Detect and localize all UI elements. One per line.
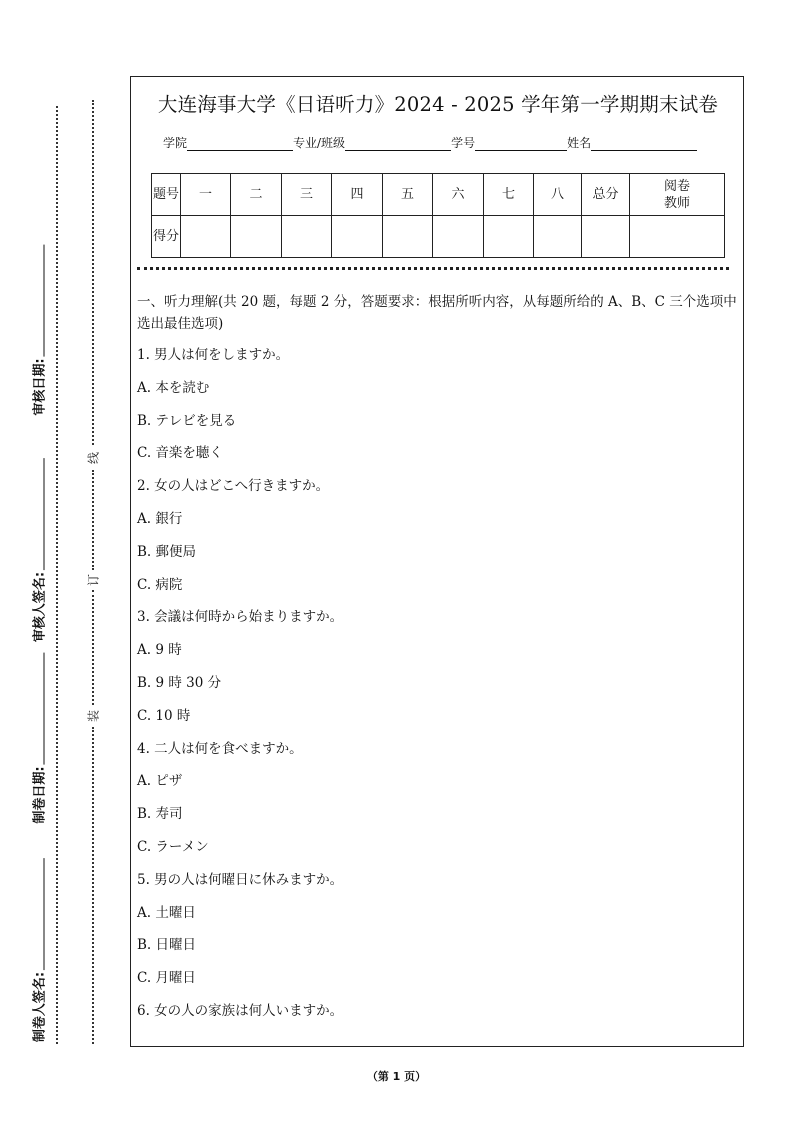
score-cell[interactable] [433,216,484,258]
score-row-header: 得分 [152,216,181,258]
exam-title: 大连海事大学《日语听力》2024 - 2025 学年第一学期期末试卷 [157,93,719,116]
cut-line-char: 装 [86,709,101,723]
exam-frame [130,76,744,1047]
college-label: 学院 [163,136,188,150]
maker-date-field[interactable] [29,652,48,823]
option-line: B. 日曜日 [137,937,197,954]
option-line: C. 病院 [137,576,183,593]
college-field[interactable] [187,138,293,151]
reviewer-date-field[interactable] [29,244,48,415]
margin-dotted-line [56,106,58,1044]
score-cell[interactable] [181,216,231,258]
score-cell[interactable] [534,216,582,258]
score-cell[interactable] [383,216,433,258]
grader-header: 阅卷教师 [630,174,725,216]
column-header: 一 [181,174,231,216]
column-header: 二 [231,174,282,216]
maker-date-blank[interactable] [32,652,45,764]
question-line: 3. 会議は何時から始まりますか。 [137,609,344,626]
binding-margin [0,0,80,1122]
student-info-row [163,134,697,151]
cut-line-segment [92,590,94,705]
section-listening [137,291,741,1028]
cut-line-char: 订 [86,573,101,587]
score-table [151,173,725,258]
page-number: （第 1 页） [366,1070,427,1083]
cut-line-segment [92,727,94,1044]
column-header: 四 [332,174,383,216]
total-score-header: 总分 [582,174,630,216]
cut-line-segment [92,100,94,445]
section-heading: 一、听力理解(共 20 题，每题 2 分，答题要求：根据所听内容，从每题所给的 A、B、C 三个选项中选出最佳选项) [137,294,737,332]
option-line: B. テレビを見る [137,412,237,429]
score-cell[interactable] [231,216,282,258]
grader-cell[interactable] [630,216,725,258]
reviewer-sign-label: 审核人签名: [32,571,48,643]
reviewer-sign-blank[interactable] [32,458,45,570]
question-line: 5. 男の人は何曜日に休みますか。 [137,871,344,888]
reviewer-date-blank[interactable] [32,244,45,356]
column-header: 六 [433,174,484,216]
cut-line-segment [92,470,94,570]
maker-sign-blank[interactable] [32,858,45,970]
score-cell[interactable] [484,216,534,258]
question-line: 2. 女の人はどこへ行きますか。 [137,478,330,495]
major-class-field[interactable] [345,138,451,151]
question-line: 4. 二人は何を食べますか。 [137,740,303,757]
question-line: 6. 女の人の家族は何人いますか。 [137,1002,344,1019]
name-field[interactable] [591,138,697,151]
column-header: 五 [383,174,433,216]
reviewer-sign-field[interactable] [29,458,48,642]
score-cell[interactable] [282,216,332,258]
total-score-cell[interactable] [582,216,630,258]
option-line: B. 郵便局 [137,543,197,560]
cut-line-char: 线 [86,451,101,465]
option-line: C. 月曜日 [137,970,196,987]
maker-sign-field[interactable] [29,858,48,1042]
option-line: A. 土曜日 [137,904,196,921]
student-id-field[interactable] [475,138,567,151]
option-line: A. 本を読む [137,379,210,396]
maker-date-label: 制卷日期: [32,766,48,824]
name-label: 姓名 [567,136,592,150]
student-id-label: 学号 [451,136,476,150]
option-line: B. 9 時 30 分 [137,674,222,691]
option-line: C. 10 時 [137,707,191,724]
option-line: A. 銀行 [137,510,183,527]
option-line: B. 寿司 [137,806,183,823]
option-line: C. 音楽を聴く [137,445,223,462]
option-line: C. ラーメン [137,838,209,855]
question-number-header: 题号 [152,174,181,216]
reviewer-date-label: 审核日期: [32,358,48,416]
option-line: A. 9 時 [137,642,182,659]
column-header: 八 [534,174,582,216]
question-line: 1. 男人は何をしますか。 [137,347,290,363]
column-header: 三 [282,174,332,216]
section-separator [137,267,729,270]
maker-sign-label: 制卷人签名: [32,971,48,1043]
column-header: 七 [484,174,534,216]
option-line: A. ピザ [137,773,183,790]
major-class-label: 专业/班级 [293,136,346,150]
score-cell[interactable] [332,216,383,258]
